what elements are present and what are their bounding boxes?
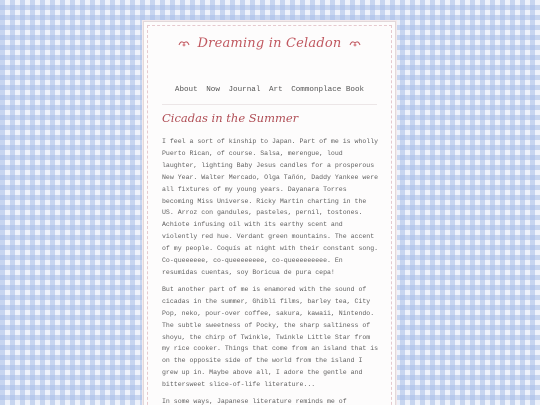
site-title-text[interactable]: Dreaming in Celadon [197,36,342,51]
nav-item-journal[interactable]: Journal [228,86,261,94]
site-title[interactable] [144,36,395,51]
flourish-icon [178,39,190,48]
post-body [162,136,380,405]
nav-item-about[interactable]: About [174,86,198,94]
main-nav [144,86,395,94]
post-title: Cicadas in the Summer [162,111,299,125]
nav-divider [162,104,377,105]
content-card [143,21,396,405]
post-paragraph: I feel a sort of kinship to Japan. Part of me is wholly Puerto Rican, of course. Salsa, merengue, loud laughter, lighting Baby Jesus candles for a prosperous New Year. Walter Mercado, Olga Tañón, Daddy Yankee were all fixtures of my young years. Dayanara Torres becoming Miss Universe. Ricky Martin charting in the US. Arroz con gandules, pasteles, pernil, tostones. Achiote infusing oil with its earthy scent and violently red hue. Verdant green mountains. The accent of my people. Coquís at night with their constant song. Co-queeeeee, co-queeeeeeee, co-queeeeeeeee. En resumidas cuentas, soy Boricua de pura cepa! [162,138,379,276]
nav-item-now[interactable]: Now [206,86,220,94]
flourish-icon [349,39,361,48]
post-paragraph: In some ways, Japanese literature reminds me of [162,398,347,405]
post-paragraph: But another part of me is enamored with the sound of cicadas in the summer, Ghibli films, barley tea, City Pop, neko, pour-over coffee, sakura, kawaii, Nintendo. The subtle sweetness of Pocky, the sharp saltiness of shoyu, the chirp of Twinkle, Twinkle Little Star from my rice cooker. Things that come from an island that is on the opposite side of the world from the island I grew up in. Maybe above all, I adore the gentle and bittersweet slice-of-life literature... [162,285,379,389]
nav-item-commonplace-book[interactable]: Commonplace Book [291,86,365,94]
nav-item-art[interactable]: Art [268,86,283,94]
